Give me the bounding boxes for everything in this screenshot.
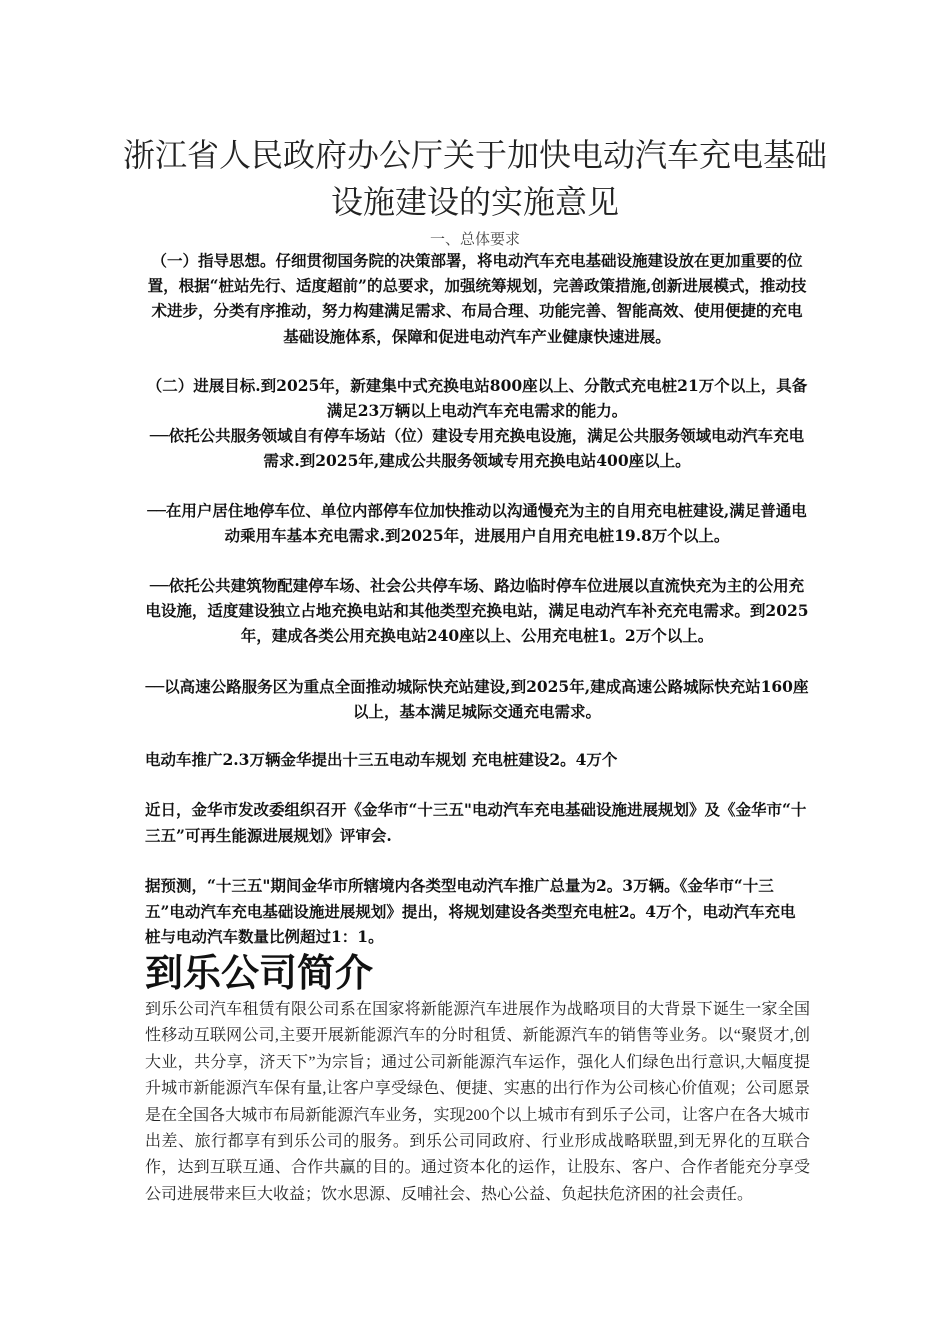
section-heading: 一、总体要求 — [429, 230, 520, 248]
paragraph-guiding-thought: （一）指导思想。仔细贯彻国务院的决策部署，将电动汽车充电基础设施建设放在更加重要的位置，根据“桩站先行、适度超前”的总要求，加强统筹规划，完善政策措施,创新进展模式，推动技术进步，分类有序推动，努力构建满足需求、布局合理、功能完善、智能高效、使用便捷的充电基础设施体系，保障和促进电动汽车产业健康快速进展。 — [147, 251, 807, 346]
news-headline: 电动车推广2.3万辆金华提出十三五电动车规划 充电桩建设2。4万个 — [145, 750, 618, 769]
paragraph-public-service: ──依托公共服务领域自有停车场站（位）建设专用充换电设施，满足公共服务领域电动汽车充电需求.到2025年,建成公共服务领域专用充换电站400座以上。 — [149, 426, 805, 471]
company-heading: 到乐公司简介 — [145, 951, 374, 995]
paragraph-public-charging: ──依托公共建筑物配建停车场、社会公共停车场、路边临时停车位进展以直流快充为主的公用充电设施，适度建设独立占地充换电站和其他类型充换电站，满足电动汽车补充充电需求。到2025年，建成各类公用充换电站240座以上、公用充电桩1。2万个以上。 — [145, 576, 809, 646]
news-paragraph-2: 据预测，“十三五"期间金华市所辖境内各类型电动汽车推广总量为2。3万辆。《金华市“十三五”电动汽车充电基础设施进展规划》提出，将规划建设各类型充电桩2。4万个，电动汽车充电桩与电动汽车数量比例超过1：1。 — [145, 876, 796, 946]
paragraph-development-goal: （二）进展目标.到2025年，新建集中式充换电站800座以上、分散式充电桩21万个以上，具备满足23万辆以上电动汽车充电需求的能力。 — [146, 376, 808, 421]
document-title: 浙江省人民政府办公厅关于加快电动汽车充电基础设施建设的实施意见 — [122, 136, 827, 221]
paragraph-highway-charging: ──以高速公路服务区为重点全面推动城际快充站建设,到2025年,建成高速公路城际快充站160座以上，基本满足城际交通充电需求。 — [145, 677, 809, 722]
news-paragraph-1: 近日，金华市发改委组织召开《金华市“十三五"电动汽车充电基础设施进展规划》及《金华市“十三五”可再生能源进展规划》评审会. — [145, 800, 807, 845]
company-description: 到乐公司汽车租赁有限公司系在国家将新能源汽车进展作为战略项目的大背景下诞生一家全国性移动互联网公司,主要开展新能源汽车的分时租赁、新能源汽车的销售等业务。以“聚贤才,创大业，共分享，济天下”为宗旨；通过公司新能源汽车运作，强化人们绿色出行意识,大幅度提升城市新能源汽车保有量,让客户享受绿色、便捷、实惠的出行作为公司核心价值观；公司愿景是在全国各大城市布局新能源汽车业务，实现200个以上城市有到乐子公司，让客户在各大城市出差、旅行都享有到乐公司的服务。到乐公司同政府、行业形成战略联盟,到无界化的互联合作，达到互联互通、合作共赢的目的。通过资本化的运作，让股东、客户、合作者能充分享受公司进展带来巨大收益；饮水思源、反哺社会、热心公益、负起扶危济困的社会责任。 — [145, 1001, 810, 1203]
paragraph-private-charging: ──在用户居住地停车位、单位内部停车位加快推动以沟通慢充为主的自用充电桩建设,满足普通电动乘用车基本充电需求.到2025年，进展用户自用充电桩19.8万个以上。 — [147, 501, 807, 546]
